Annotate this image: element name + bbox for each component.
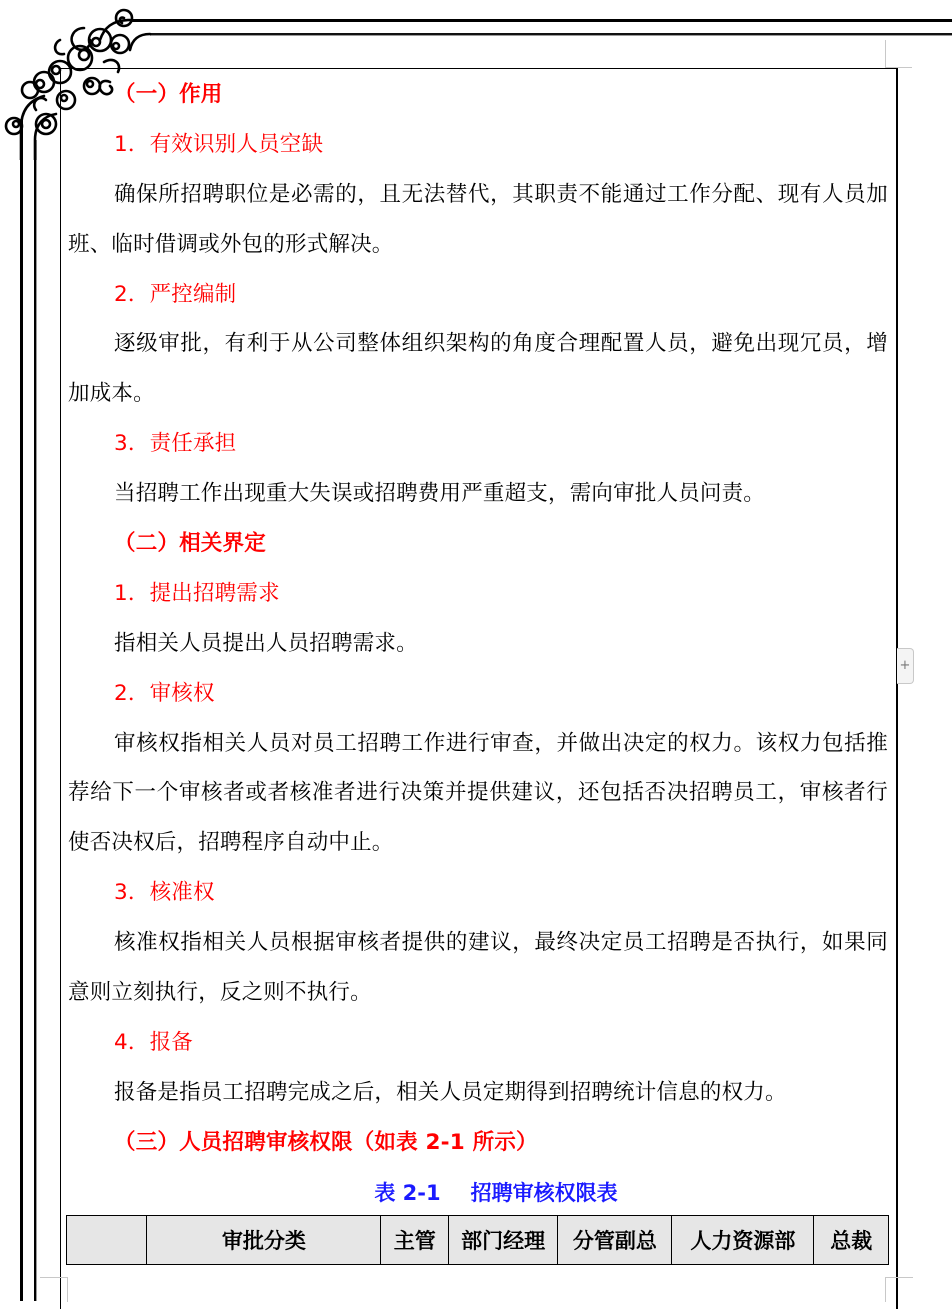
paragraph-line: 加成本。 <box>68 381 155 407</box>
margin-mark-bottom-right <box>885 1277 913 1302</box>
table-header-row <box>67 1216 889 1265</box>
subheading-review-right: 2．审核权 <box>114 680 215 706</box>
section-heading-permissions: （三）人员招聘审核权限（如表 2-1 所示） <box>114 1129 538 1155</box>
table-caption <box>68 1168 888 1218</box>
paragraph-line: 班、临时借调或外包的形式解决。 <box>68 231 394 257</box>
page-border-top-inner <box>150 33 952 35</box>
add-row-button[interactable] <box>897 648 914 684</box>
table-header-cell: 审批分类 <box>147 1216 381 1265</box>
table-header-cell: 总裁 <box>814 1216 889 1265</box>
page-border-left-outer <box>20 120 23 1301</box>
paragraph-line: 报备是指员工招聘完成之后，相关人员定期得到招聘统计信息的权力。 <box>114 1079 787 1105</box>
subheading-request: 1．提出招聘需求 <box>114 580 280 606</box>
subheading-headcount-control: 2．严控编制 <box>114 281 237 307</box>
subheading-approval-right: 3．核准权 <box>114 880 215 906</box>
subheading-responsibility: 3．责任承担 <box>114 431 237 457</box>
paragraph-line: 意则立刻执行，反之则不执行。 <box>68 980 372 1006</box>
paragraph-line: 核准权指相关人员根据审核者提供的建议，最终决定员工招聘是否执行，如果同 <box>114 930 888 956</box>
margin-mark-top-right <box>885 40 912 68</box>
table-header-cell: 人力资源部 <box>672 1216 814 1265</box>
subheading-identify-vacancy: 1．有效识别人员空缺 <box>114 131 324 157</box>
margin-mark-bottom-left <box>40 1277 68 1302</box>
plus-icon: + <box>899 658 911 673</box>
table-caption-title: 招聘审核权限表 <box>470 1180 618 1205</box>
page-border-left-inner <box>34 140 36 1301</box>
paragraph-line: 荐给下一个审核者或者核准者进行决策并提供建议，还包括否决招聘员工，审核者行 <box>68 780 888 806</box>
table-header-cell <box>67 1216 147 1265</box>
approval-permission-table <box>66 1215 889 1265</box>
paragraph-line: 指相关人员提出人员招聘需求。 <box>114 630 418 656</box>
page-border-top-outer <box>130 19 952 22</box>
subheading-filing: 4．报备 <box>114 1029 193 1055</box>
paragraph-line: 当招聘工作出现重大失误或招聘费用严重超支，需向审批人员问责。 <box>114 481 766 507</box>
paragraph-line: 使否决权后，招聘程序自动中止。 <box>68 830 394 856</box>
paragraph-line: 审核权指相关人员对员工招聘工作进行审查，并做出决定的权力。该权力包括推 <box>114 730 888 756</box>
table-caption-number: 表 2-1 <box>374 1180 441 1205</box>
section-heading-role: （一）作用 <box>114 82 223 107</box>
paragraph-line: 确保所招聘职位是必需的，且无法替代，其职责不能通过工作分配、现有人员加 <box>114 181 888 207</box>
document-body <box>68 70 888 1218</box>
section-heading-definitions: （二）相关界定 <box>114 531 266 557</box>
paragraph-line: 逐级审批，有利于从公司整体组织架构的角度合理配置人员，避免出现冗员，增 <box>114 331 888 357</box>
table-header-cell: 分管副总 <box>558 1216 672 1265</box>
table-header-cell: 部门经理 <box>449 1216 558 1265</box>
table-header-cell: 主管 <box>381 1216 449 1265</box>
